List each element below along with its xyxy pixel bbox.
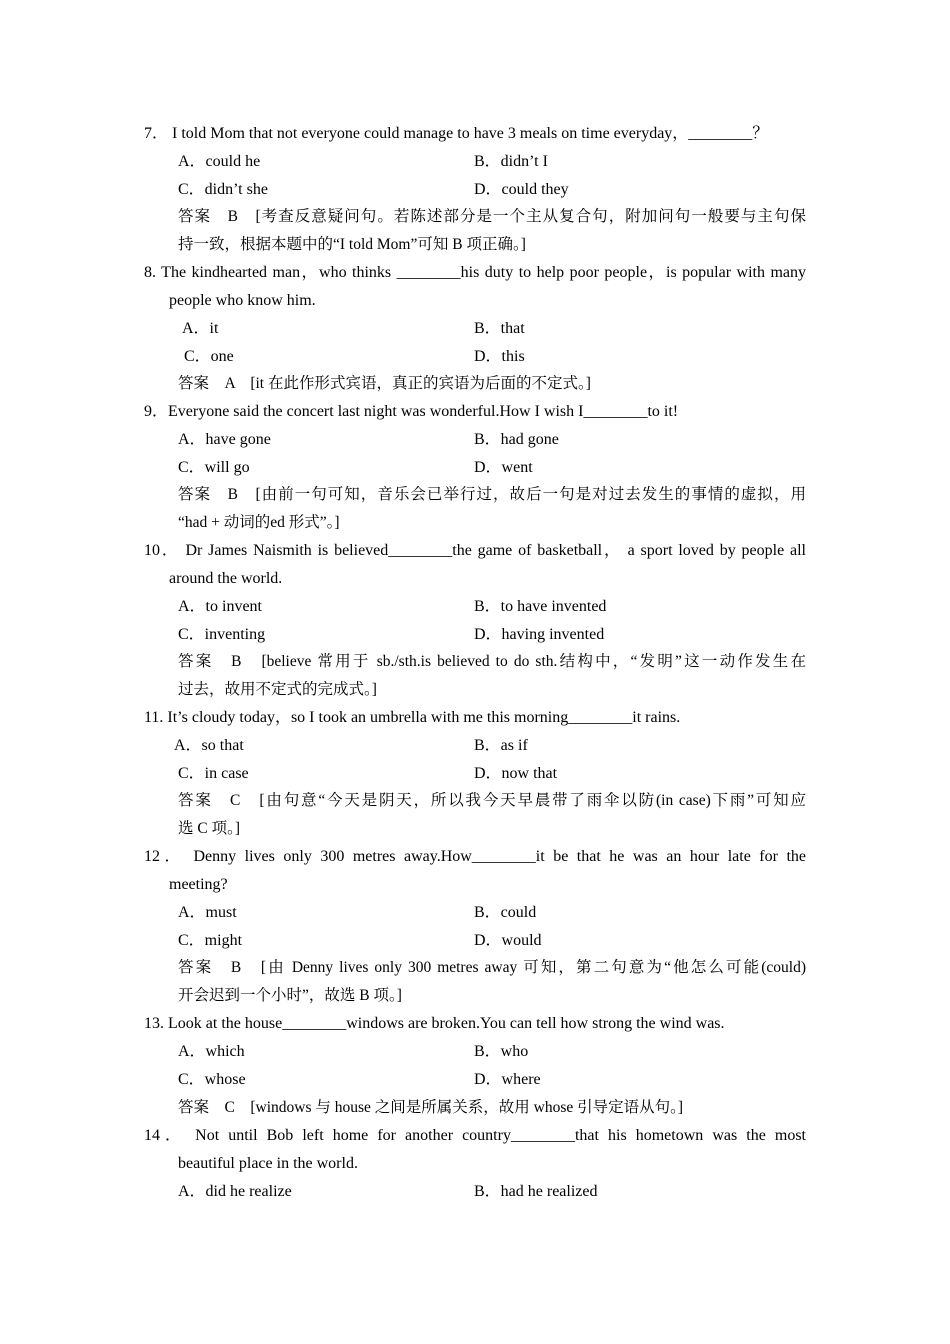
question-13-option-b: B．who [474, 1043, 529, 1060]
question-8-stem-cont: people who know him. [169, 292, 316, 309]
question-7-option-c: C．didn’t she [178, 181, 268, 198]
question-12-option-d: D．would [474, 932, 542, 949]
question-11-stem: 11. It’s cloudy today，so I took an umbrella with me this morning________it rains. [144, 709, 681, 726]
question-8-stem: 8. The kindhearted man，who thinks ________his duty to help poor people，is popular with many [144, 264, 806, 281]
question-13-option-c: C．whose [178, 1071, 246, 1088]
question-7-option-a: A．could he [178, 153, 261, 170]
question-14-option-a: A．did he realize [178, 1183, 292, 1200]
question-10-answer: 答案 B [believe 常用于 sb./sth.is believed to do sth.结构中，“发明”这一动作发生在 [178, 653, 806, 670]
question-12-option-b: B．could [474, 904, 537, 921]
question-7-option-d: D．could they [474, 181, 569, 198]
question-12-answer-cont: 开会迟到一个小时”，故选 B 项。] [178, 987, 402, 1004]
question-11-answer-cont: 选 C 项。] [178, 820, 241, 837]
question-8-option-a: A．it [182, 320, 219, 337]
question-9-option-c: C．will go [178, 459, 250, 476]
question-9-option-a: A．have gone [178, 431, 271, 448]
question-11-option-a: A．so that [174, 737, 244, 754]
question-13-option-a: A．which [178, 1043, 245, 1060]
question-9-answer-cont: “had + 动词的ed 形式”。] [178, 514, 340, 531]
question-8-option-d: D．this [474, 348, 525, 365]
question-12-stem-cont: meeting? [169, 876, 228, 893]
question-14-stem-cont: beautiful place in the world. [178, 1155, 358, 1172]
question-7-answer: 答案 B [考查反意疑问句。若陈述部分是一个主从复合句，附加问句一般要与主句保 [178, 208, 806, 225]
question-14-option-b: B．had he realized [474, 1183, 598, 1200]
question-7-option-b: B．didn’t I [474, 153, 548, 170]
question-10-option-b: B．to have invented [474, 598, 607, 615]
question-8-option-b: B．that [474, 320, 525, 337]
question-9-option-d: D．went [474, 459, 533, 476]
question-8-option-c: C．one [184, 348, 234, 365]
question-13-answer: 答案 C [windows 与 house 之间是所属关系，故用 whose 引导定语从句。] [178, 1099, 684, 1116]
question-10-option-a: A．to invent [178, 598, 262, 615]
question-11-option-b: B．as if [474, 737, 528, 754]
question-13-stem: 13. Look at the house________windows are broken.You can tell how strong the wind was. [144, 1015, 725, 1032]
question-9-option-b: B．had gone [474, 431, 559, 448]
question-12-stem: 12． Denny lives only 300 metres away.How________it be that he was an hour late for the [144, 848, 806, 865]
question-11-answer: 答案 C [由句意“今天是阴天，所以我今天早晨带了雨伞以防(in case)下雨”可知应 [178, 792, 806, 809]
question-10-option-c: C．inventing [178, 626, 266, 643]
question-9-answer: 答案 B [由前一句可知，音乐会已举行过，故后一句是对过去发生的事情的虚拟，用 [178, 486, 806, 503]
question-10-answer-cont: 过去，故用不定式的完成式。] [178, 681, 377, 698]
question-12-option-c: C．might [178, 932, 243, 949]
question-7-stem: 7． I told Mom that not everyone could manage to have 3 meals on time everyday，________？ [144, 125, 769, 142]
question-10-stem: 10． Dr James Naismith is believed________the game of basketball， a sport loved by people all [144, 542, 806, 559]
question-9-stem: 9．Everyone said the concert last night was wonderful.How I wish I________to it! [144, 403, 679, 420]
question-10-option-d: D．having invented [474, 626, 605, 643]
question-12-answer: 答案 B [由 Denny lives only 300 metres away 可知，第二句意为“他怎么可能(could) [178, 959, 806, 976]
question-11-option-c: C．in case [178, 765, 249, 782]
question-13-option-d: D．where [474, 1071, 541, 1088]
question-10-stem-cont: around the world. [169, 570, 283, 587]
question-11-option-d: D．now that [474, 765, 558, 782]
question-14-stem: 14． Not until Bob left home for another country________that his hometown was the most [144, 1127, 806, 1144]
question-7-answer-cont: 持一致，根据本题中的“I told Mom”可知 B 项正确。] [178, 236, 526, 253]
question-12-option-a: A．must [178, 904, 237, 921]
question-8-answer: 答案 A [it 在此作形式宾语，真正的宾语为后面的不定式。] [178, 375, 591, 392]
